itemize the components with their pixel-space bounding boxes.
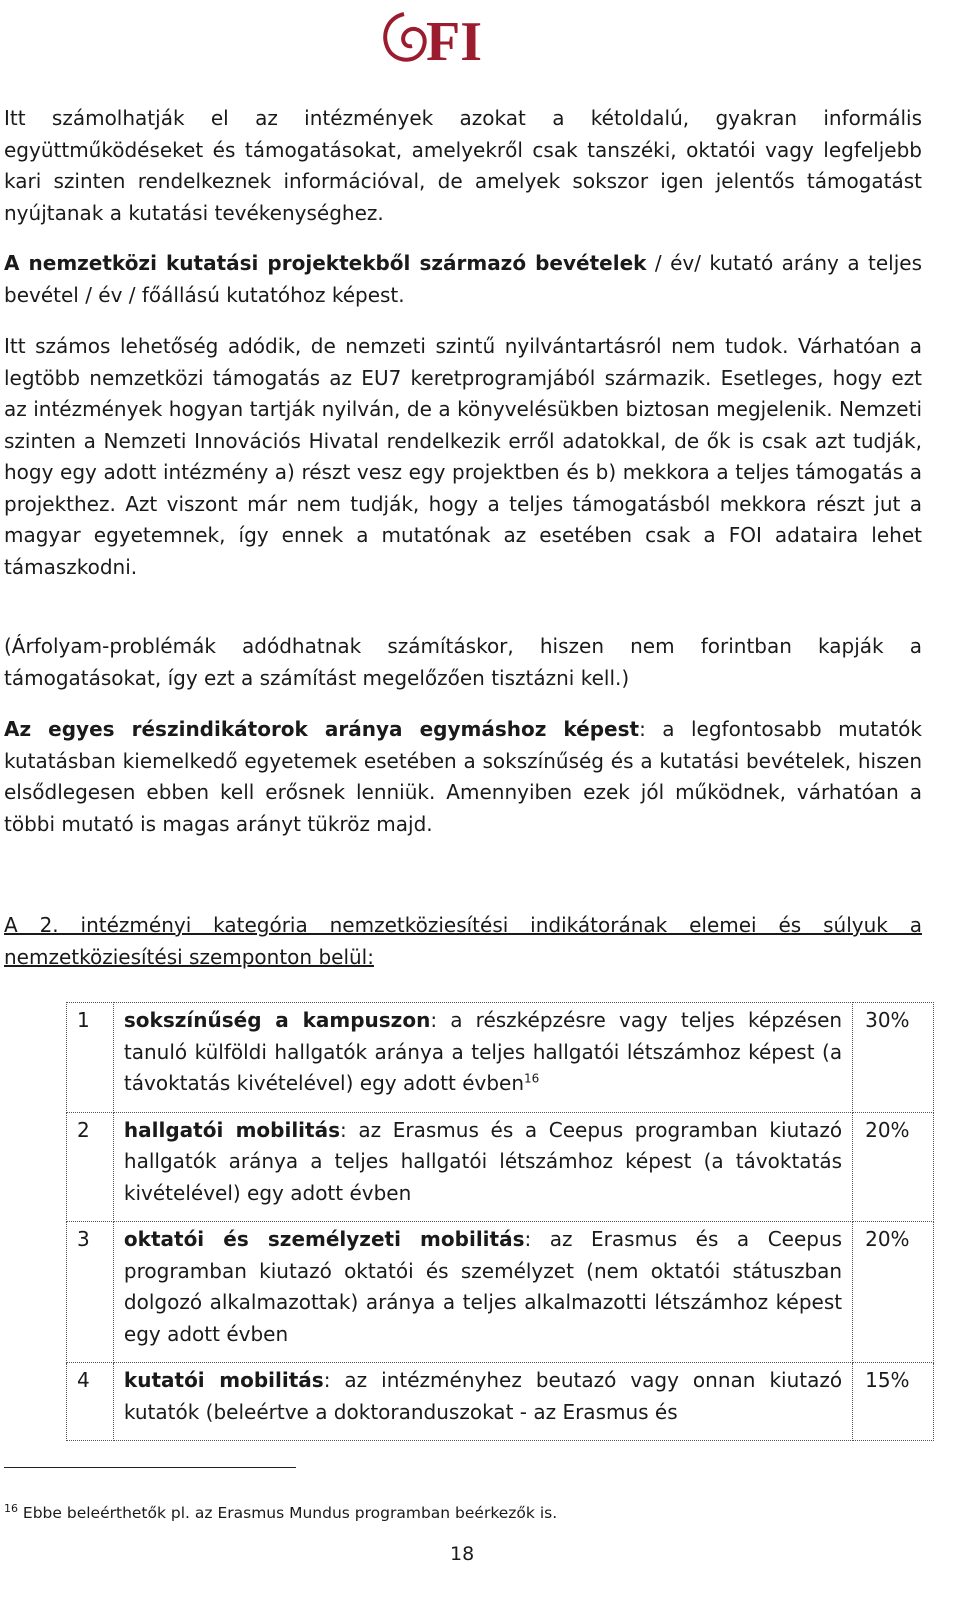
paragraph-1-text: Itt számolhatják el az intézmények azokat a kétoldalú, gyakran informális együttműködéseket és támogatásokat, amelyekről csak tanszéki, oktatói vagy legfeljebb kari szinten rendelkeznek információval, de amelyek sokszor igen jelentős támogatást nyújtanak a kutatási tevékenységhez. bbox=[4, 106, 922, 225]
table-row bbox=[67, 1003, 934, 1113]
row-title: kutatói mobilitás bbox=[123, 1368, 324, 1392]
paragraph-5-rest: : a legfontosabb mutatók kutatásban kiemelkedő egyetemek esetében a sokszínűség és a kutatási bevételek, hiszen elsődlegesen ebben kell erősnek lenniük. Amennyiben ezek jól működnek, várhatóan a többi mutató is magas arányt tükröz majd. bbox=[4, 717, 922, 836]
paragraph-2 bbox=[4, 248, 922, 311]
footnote-text: Ebbe beleérthetők pl. az Erasmus Mundus programban beérkezők is. bbox=[18, 1504, 558, 1522]
section-heading-text: A 2. intézményi kategória nemzetköziesítési indikátorának elemei és súlyuk a nemzetköziesítési szemponton belül: bbox=[4, 913, 922, 969]
row-number: 1 bbox=[67, 1003, 114, 1113]
footnote bbox=[4, 1503, 557, 1523]
row-weight: 30% bbox=[853, 1003, 934, 1113]
row-title: hallgatói mobilitás bbox=[123, 1117, 340, 1142]
paragraph-3 bbox=[4, 331, 922, 583]
row-weight: 20% bbox=[853, 1222, 934, 1363]
paragraph-4 bbox=[4, 631, 922, 694]
footnote-ref[interactable]: 16 bbox=[524, 1071, 540, 1086]
row-text: : az intézményhez beutazó vagy onnan kiutazó kutatók (beleértve a doktoranduszokat - az Erasmus és bbox=[123, 1368, 843, 1424]
table-row bbox=[67, 1222, 934, 1363]
logo-text: FI bbox=[426, 11, 482, 70]
row-text: : a részképzésre vagy teljes képzésen tanuló külföldi hallgatók aránya a teljes hallgatói létszámhoz képest (a távoktatás kivételével) egy adott évben bbox=[123, 1008, 843, 1095]
row-title: sokszínűség a kampuszon bbox=[123, 1008, 431, 1032]
row-description bbox=[113, 1003, 852, 1113]
row-number: 2 bbox=[67, 1112, 114, 1222]
row-text: : az Erasmus és a Ceepus programban kiutazó oktatói és személyzet (nem oktatói státuszban dolgozó alkalmazottak) aránya a teljes alkalmazotti létszámhoz képest egy adott évben bbox=[123, 1227, 843, 1346]
ofi-logo bbox=[378, 4, 500, 70]
row-description bbox=[113, 1222, 852, 1363]
paragraph-5-bold: Az egyes részindikátorok aránya egymáshoz képest bbox=[4, 717, 640, 741]
table-row bbox=[67, 1112, 934, 1222]
footnote-mark: 16 bbox=[4, 1501, 18, 1515]
row-title: oktatói és személyzeti mobilitás bbox=[123, 1227, 525, 1251]
paragraph-1 bbox=[4, 103, 922, 229]
table-row bbox=[67, 1363, 934, 1441]
row-number: 4 bbox=[67, 1363, 114, 1441]
row-description bbox=[113, 1363, 852, 1441]
row-text: : az Erasmus és a Ceepus programban kiutazó hallgatók aránya a teljes hallgatói létszámhoz képest (a távoktatás kivételével) egy adott évben bbox=[123, 1117, 843, 1205]
criteria-table bbox=[66, 1002, 934, 1441]
page-number: 18 bbox=[450, 1543, 475, 1565]
paragraph-3-text: Itt számos lehetőség adódik, de nemzeti szintű nyilvántartásról nem tudok. Várhatóan a legtöbb nemzetközi támogatás az EU7 keretprogramjából származik. Esetleges, hogy ezt az intézmények hogyan tartják nyilván, de a könyvelésükben biztosan megjelenik. Nemzeti szinten a Nemzeti Innovációs Hivatal rendelkezik erről adatokkal, de ők is csak azt tudják, hogy egy adott intézmény a) részt vesz egy projektben és b) mekkora a teljes támogatás a projekthez. Azt viszont már nem tudják, hogy a teljes támogatásból mekkora részt jut a magyar egyetemnek, így ennek a mutatónak az esetében csak a FOI adataira lehet támaszkodni. bbox=[4, 334, 922, 579]
row-weight: 20% bbox=[853, 1112, 934, 1222]
row-number: 3 bbox=[67, 1222, 114, 1363]
footnote-divider bbox=[4, 1467, 296, 1468]
logo-spiral-icon bbox=[385, 14, 425, 60]
row-weight: 15% bbox=[853, 1363, 934, 1441]
row-description bbox=[113, 1112, 852, 1222]
paragraph-2-rest: / év/ kutató arány a teljes bevétel / év / főállású kutatóhoz képest. bbox=[4, 251, 922, 307]
section-heading bbox=[4, 910, 922, 973]
paragraph-2-bold: A nemzetközi kutatási projektekből származó bevételek bbox=[4, 251, 647, 275]
paragraph-5 bbox=[4, 714, 922, 840]
paragraph-4-text: (Árfolyam-problémák adódhatnak számításkor, hiszen nem forintban kapják a támogatásokat, így ezt a számítást megelőzően tisztázni kell.) bbox=[4, 634, 922, 690]
